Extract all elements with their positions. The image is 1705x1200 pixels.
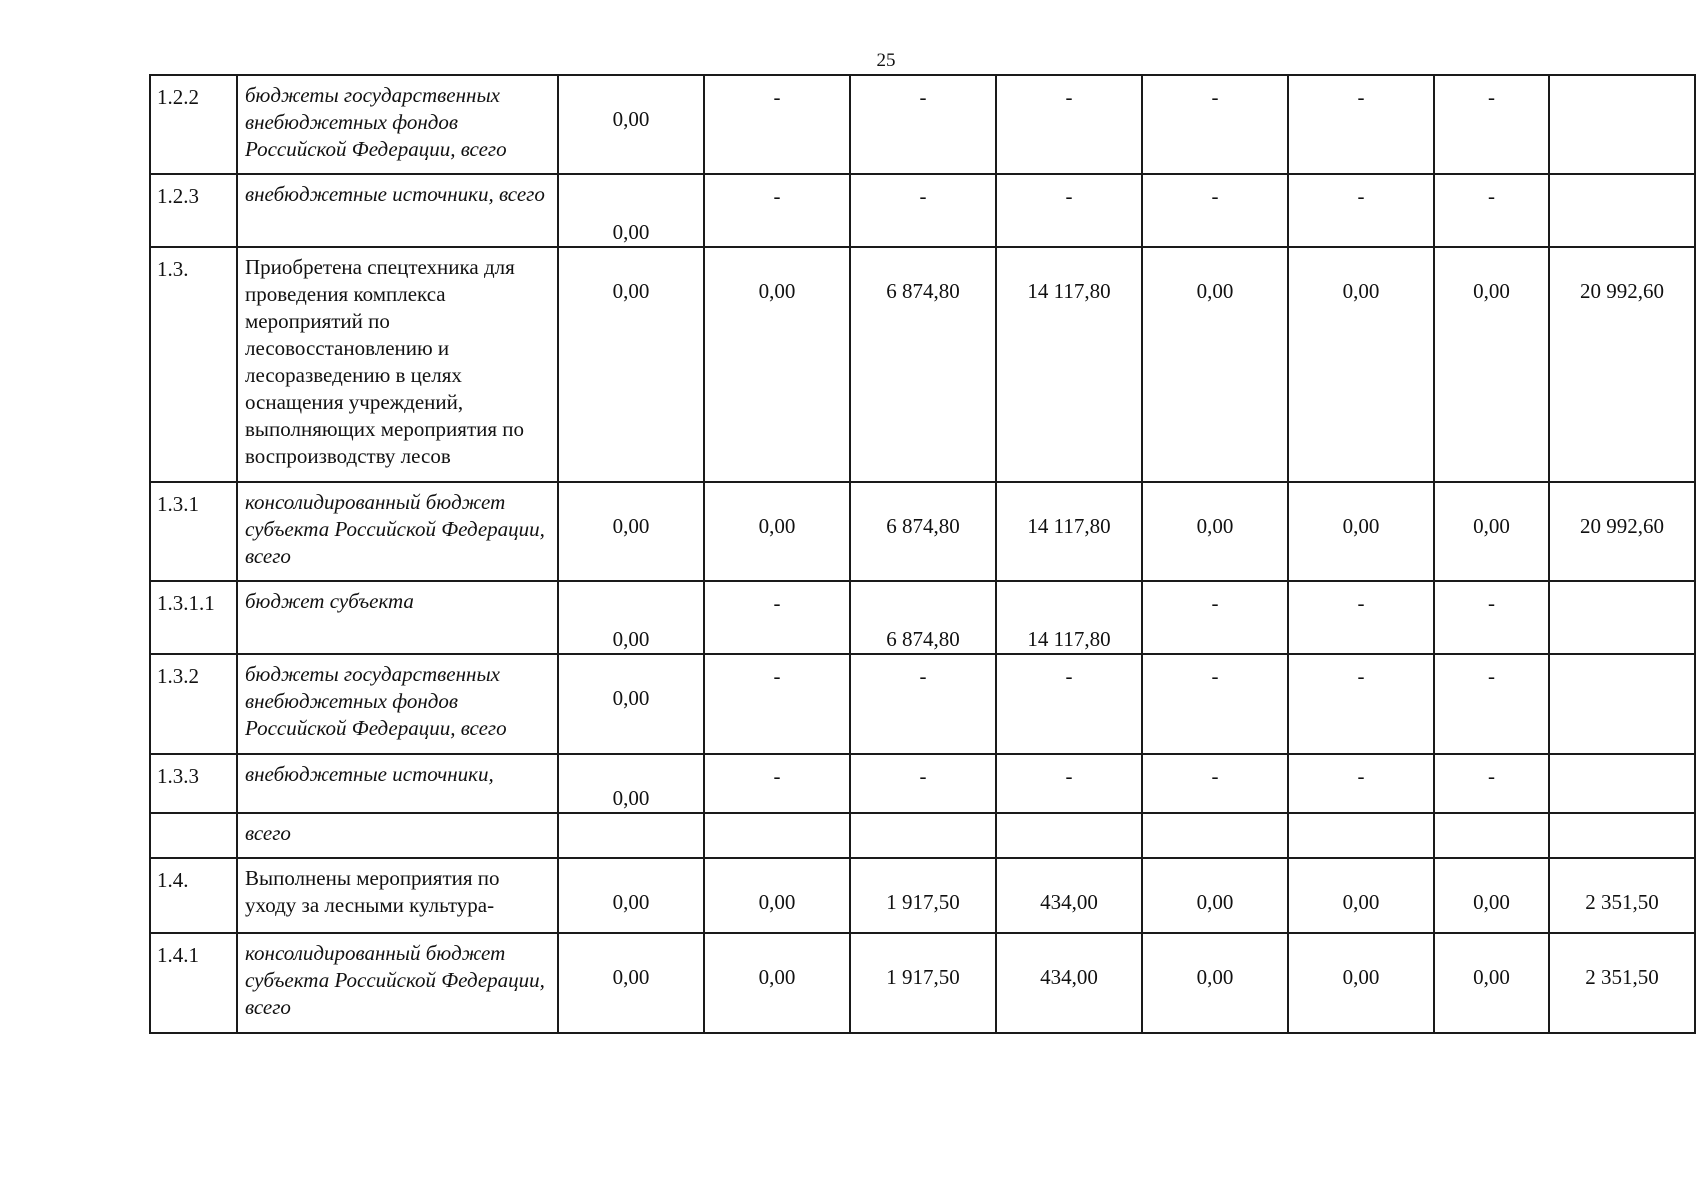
- value-cell: 0,00: [704, 247, 850, 482]
- value-cell: -: [1142, 174, 1288, 247]
- page-number: 25: [876, 50, 896, 71]
- value-cell: 0,00: [704, 933, 850, 1033]
- value-cell: -: [996, 174, 1142, 247]
- value-cell: [558, 813, 704, 858]
- value-cell: 1 917,50: [850, 858, 996, 933]
- value-cell: 6 874,80: [850, 581, 996, 654]
- value-cell: -: [1288, 75, 1434, 174]
- table-row: [150, 933, 1695, 1033]
- row-name: консолидированный бюджет субъекта Российской Федерации, всего: [237, 482, 558, 581]
- row-code: 1.3.3: [150, 754, 237, 813]
- value-cell: [1434, 813, 1549, 858]
- row-code: 1.2.3: [150, 174, 237, 247]
- value-cell: 0,00: [1434, 482, 1549, 581]
- value-cell: -: [704, 581, 850, 654]
- row-name: Приобретена спецтехника для проведения комплекса мероприятий по лесовосстановлению и лесоразведению в целях оснащения учреждений, выполняющих мероприятия по воспроизводству лесов: [237, 247, 558, 482]
- table-row: [150, 754, 1695, 813]
- value-cell: 0,00: [1434, 858, 1549, 933]
- value-cell: 2 351,50: [1549, 858, 1695, 933]
- value-cell: -: [1434, 75, 1549, 174]
- table-row: [150, 174, 1695, 247]
- value-cell: -: [704, 174, 850, 247]
- row-name: внебюджетные источники,: [237, 754, 558, 813]
- row-name: Выполнены мероприятия по уходу за лесными культура-: [237, 858, 558, 933]
- value-cell: 0,00: [704, 858, 850, 933]
- value-cell: 0,00: [1434, 933, 1549, 1033]
- value-cell: 14 117,80: [996, 581, 1142, 654]
- value-cell: 6 874,80: [850, 247, 996, 482]
- value-cell: [704, 813, 850, 858]
- value-cell: 0,00: [558, 933, 704, 1033]
- value-cell: [850, 813, 996, 858]
- value-cell: 2 351,50: [1549, 933, 1695, 1033]
- value-cell: 0,00: [1434, 247, 1549, 482]
- value-cell: -: [1434, 174, 1549, 247]
- row-name: консолидированный бюджет субъекта Российской Федерации, всего: [237, 933, 558, 1033]
- value-cell: 0,00: [1288, 247, 1434, 482]
- value-cell: -: [704, 754, 850, 813]
- value-cell: 0,00: [558, 75, 704, 174]
- row-name: бюджет субъекта: [237, 581, 558, 654]
- value-cell: -: [1288, 754, 1434, 813]
- row-name: бюджеты государственных внебюджетных фондов Российской Федерации, всего: [237, 654, 558, 754]
- value-cell: 0,00: [704, 482, 850, 581]
- value-cell: -: [1288, 174, 1434, 247]
- row-code: 1.4.1: [150, 933, 237, 1033]
- value-cell: 6 874,80: [850, 482, 996, 581]
- value-cell: -: [850, 754, 996, 813]
- table-row: [150, 581, 1695, 654]
- row-code: [150, 813, 237, 858]
- value-cell: 0,00: [1288, 933, 1434, 1033]
- value-cell: [1549, 174, 1695, 247]
- row-code: 1.3.: [150, 247, 237, 482]
- value-cell: [996, 813, 1142, 858]
- value-cell: 0,00: [558, 581, 704, 654]
- value-cell: -: [1142, 754, 1288, 813]
- value-cell: -: [1142, 75, 1288, 174]
- row-name: внебюджетные источники, всего: [237, 174, 558, 247]
- value-cell: [1549, 654, 1695, 754]
- value-cell: -: [850, 174, 996, 247]
- table-row: [150, 858, 1695, 933]
- value-cell: 0,00: [558, 654, 704, 754]
- value-cell: 0,00: [558, 754, 704, 813]
- value-cell: 0,00: [1142, 858, 1288, 933]
- row-code: 1.3.1.1: [150, 581, 237, 654]
- value-cell: -: [1288, 581, 1434, 654]
- value-cell: 434,00: [996, 933, 1142, 1033]
- value-cell: -: [1434, 581, 1549, 654]
- table-row: [150, 75, 1695, 174]
- value-cell: -: [704, 654, 850, 754]
- value-cell: -: [704, 75, 850, 174]
- value-cell: 0,00: [558, 482, 704, 581]
- row-code: 1.4.: [150, 858, 237, 933]
- value-cell: 20 992,60: [1549, 247, 1695, 482]
- value-cell: -: [850, 654, 996, 754]
- value-cell: -: [996, 75, 1142, 174]
- value-cell: -: [1434, 654, 1549, 754]
- row-name: бюджеты государственных внебюджетных фондов Российской Федерации, всего: [237, 75, 558, 174]
- value-cell: [1549, 813, 1695, 858]
- value-cell: -: [996, 754, 1142, 813]
- value-cell: 14 117,80: [996, 247, 1142, 482]
- table-row: [150, 247, 1695, 482]
- value-cell: [1288, 813, 1434, 858]
- value-cell: [1549, 754, 1695, 813]
- value-cell: [1549, 75, 1695, 174]
- value-cell: 14 117,80: [996, 482, 1142, 581]
- value-cell: -: [1434, 754, 1549, 813]
- row-code: 1.3.2: [150, 654, 237, 754]
- budget-table: [149, 74, 1696, 1034]
- row-name: всего: [237, 813, 558, 858]
- table-row: [150, 813, 1695, 858]
- table-row: [150, 482, 1695, 581]
- value-cell: 0,00: [1142, 933, 1288, 1033]
- value-cell: 434,00: [996, 858, 1142, 933]
- row-code: 1.3.1: [150, 482, 237, 581]
- value-cell: -: [1288, 654, 1434, 754]
- value-cell: -: [1142, 654, 1288, 754]
- value-cell: 0,00: [1288, 482, 1434, 581]
- value-cell: 0,00: [1142, 247, 1288, 482]
- value-cell: 0,00: [558, 174, 704, 247]
- value-cell: 0,00: [558, 247, 704, 482]
- value-cell: -: [996, 654, 1142, 754]
- table-row: [150, 654, 1695, 754]
- row-code: 1.2.2: [150, 75, 237, 174]
- value-cell: -: [1142, 581, 1288, 654]
- value-cell: -: [850, 75, 996, 174]
- value-cell: 1 917,50: [850, 933, 996, 1033]
- value-cell: [1549, 581, 1695, 654]
- value-cell: 0,00: [1142, 482, 1288, 581]
- value-cell: 0,00: [1288, 858, 1434, 933]
- value-cell: [1142, 813, 1288, 858]
- value-cell: 0,00: [558, 858, 704, 933]
- value-cell: 20 992,60: [1549, 482, 1695, 581]
